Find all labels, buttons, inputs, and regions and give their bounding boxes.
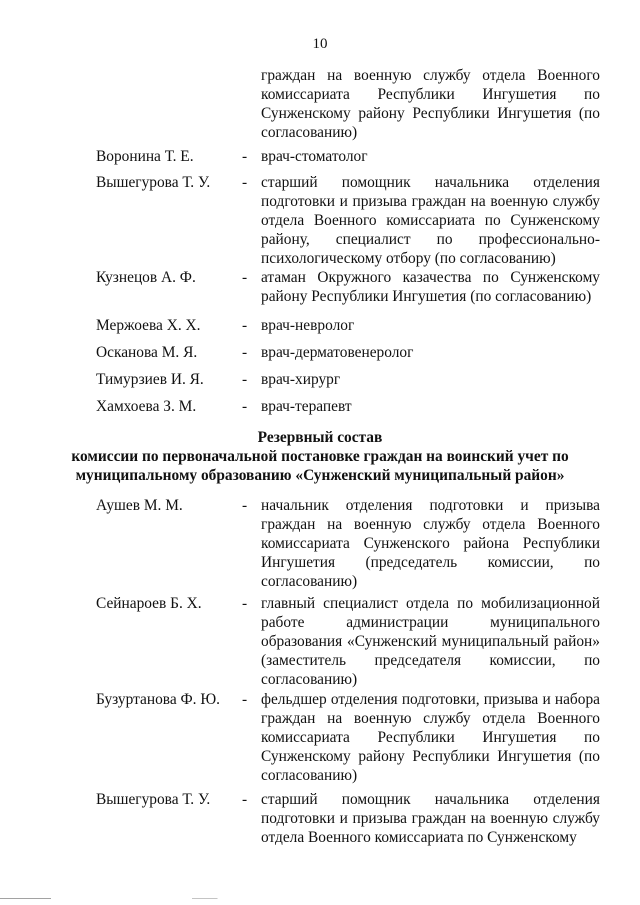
page-number: 10 (312, 36, 328, 52)
member-dash: - (242, 148, 248, 165)
member-name: Мержоева Х. Х. (96, 317, 201, 334)
reserve-member-dash: - (242, 691, 248, 708)
member-name: Кузнецов А. Ф. (96, 269, 196, 286)
reserve-heading (60, 428, 580, 485)
member-desc: старший помощник начальника отделения подготовки и призыва граждан на военную службу отдела Военного комиссариата по Сунженскому району, специалист по профессионально-психологическому отбору (по согласованию) (261, 174, 600, 267)
reserve-member-dash: - (242, 791, 248, 808)
member-row (0, 173, 640, 268)
member-desc: врач-стоматолог (261, 148, 368, 165)
member-dash: - (242, 398, 248, 415)
reserve-member-name: Вышегурова Т. У. (96, 791, 211, 808)
reserve-member-desc: фельдшер отделения подготовки, призыва и набора граждан на военную службу отдела Военного комиссариата Республики Ингушетия по Сунженскому району Республики Ингушетия (по согласованию) (261, 691, 600, 784)
reserve-member-name: Аушев М. М. (96, 497, 183, 514)
member-row (0, 343, 640, 370)
member-row (0, 268, 640, 316)
member-dash: - (242, 344, 248, 361)
continuation-desc: граждан на военную службу отдела Военного комиссариата Республики Ингушетия по Сунженскому району Республики Ингушетия (по согласованию) (261, 67, 600, 141)
reserve-member-dash: - (242, 595, 248, 612)
reserve-member-list (0, 496, 640, 860)
reserve-member-row (0, 594, 640, 690)
member-dash: - (242, 371, 248, 388)
member-name: Воронина Т. Е. (96, 148, 194, 165)
member-row (0, 316, 640, 343)
reserve-member-row (0, 790, 640, 860)
reserve-member-dash: - (242, 497, 248, 514)
member-row (0, 147, 640, 173)
reserve-member-desc: старший помощник начальника отделения подготовки и призыва граждан на военную службу отдела Военного комиссариата по Сунженскому (261, 791, 600, 846)
reserve-member-name: Бузуртанова Ф. Ю. (96, 691, 221, 708)
reserve-member-row (0, 690, 640, 790)
member-row (0, 370, 640, 397)
member-dash: - (242, 269, 248, 286)
member-desc: атаман Окружного казачества по Сунженскому району Республики Ингушетия (по согласованию) (261, 269, 600, 305)
member-name: Тимурзиев И. Я. (96, 371, 204, 388)
member-list (0, 147, 640, 421)
continuation-row (0, 66, 640, 142)
member-name: Вышегурова Т. У. (96, 174, 211, 191)
member-name: Осканова М. Я. (96, 344, 198, 361)
member-desc: врач-невролог (261, 317, 355, 334)
member-desc: врач-терапевт (261, 398, 352, 415)
reserve-member-desc: начальник отделения подготовки и призыва граждан на военную службу отдела Военного комиссариата Сунженского района Республики Ингушетия (председатель комиссии, по согласованию) (261, 497, 600, 590)
reserve-member-name: Сейнароев Б. Х. (96, 595, 202, 612)
continuation-block (0, 66, 640, 142)
reserve-member-row (0, 496, 640, 594)
reserve-heading-title: Резервный состав (257, 429, 383, 446)
reserve-member-desc: главный специалист отдела по мобилизационной работе администрации муниципального образования «Сунженский муниципальный район» (заместитель председателя комиссии, по согласованию) (261, 595, 600, 688)
member-desc: врач-дерматовенеролог (261, 344, 414, 361)
member-dash: - (242, 317, 248, 334)
member-desc: врач-хирург (261, 371, 341, 388)
scan-artifact-line (0, 898, 640, 899)
member-name: Хамхоева З. М. (96, 398, 197, 415)
member-row (0, 397, 640, 421)
reserve-heading-subtitle: комиссии по первоначальной постановке граждан на воинский учет по муниципальному образованию «Сунженский муниципальный район» (71, 448, 569, 484)
member-dash: - (242, 174, 248, 191)
